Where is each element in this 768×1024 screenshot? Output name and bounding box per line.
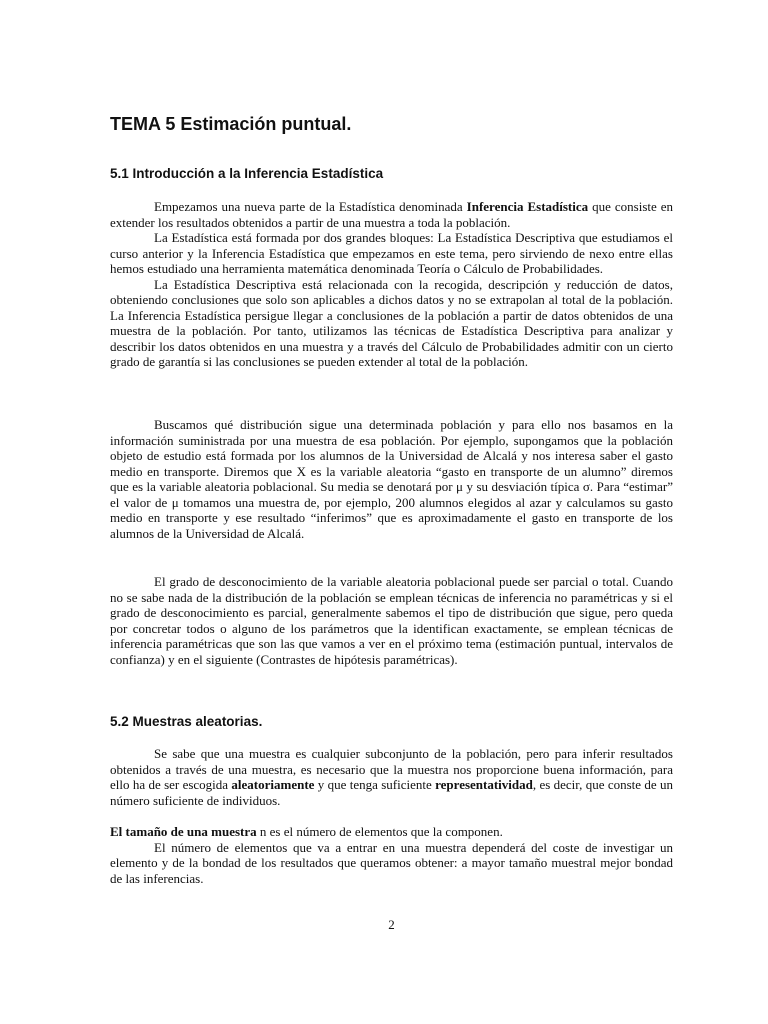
paragraph bbox=[110, 746, 673, 808]
paragraph-text: que consiste en extender los resultados obtenidos a partir de una muestra a toda la población. bbox=[110, 199, 674, 230]
paragraph: Buscamos qué distribución sigue una determinada población y para ello nos basamos en la información suministrada por una muestra de esa población. Por ejemplo, supongamos que la población objeto de estudio está formada por los alumnos de la Universidad de Alcalá y nos interesa saber el gasto medio en transporte. Diremos que X es la variable aleatoria “gasto en transporte de un alumno” diremos que es la variable aleatoria poblacional. Su media se denotará por μ y su desviación típica σ. Para “estimar” el valor de μ tomamos una muestra de, por ejemplo, 200 alumnos elegidos al azar y calculamos su gasto medio en transporte y ese resultado “inferimos” que es aproximadamente el gasto en transporte de los alumnos de la Universidad de Alcalá. bbox=[110, 417, 673, 541]
paragraph: La Estadística está formada por dos grandes bloques: La Estadística Descriptiva que estudiamos el curso anterior y la Inferencia Estadística que empezamos en este tema, pero sirviendo de nexo entre ellas hemos estudiado una herramienta matemática denominada Teoría o Cálculo de Probabilidades. bbox=[110, 230, 673, 276]
paragraph bbox=[110, 824, 673, 840]
paragraph: La Estadística Descriptiva está relacionada con la recogida, descripción y reducción de datos, obteniendo conclusiones que solo son aplicables a dichos datos y no se extrapolan al total de la población. La Inferencia Estadística persigue llegar a conclusiones de la población a partir de datos obtenidos de una muestra de la población. Por tanto, utilizamos las técnicas de Estadística Descriptiva para analizar y describir los datos obtenidos en una muestra y a través del Cálculo de Probabilidades admitir con un cierto grado de garantía si las conclusiones se pueden extender al total de la población. bbox=[110, 276, 673, 369]
section-2-paragraph-group-b bbox=[110, 824, 673, 886]
bold-term: aleatoriamente bbox=[231, 777, 315, 792]
section-heading-inferencia: 5.1 Introducción a la Inferencia Estadística bbox=[110, 166, 384, 181]
paragraph: El número de elementos que va a entrar en una muestra dependerá del coste de investigar un elemento y de la bondad de los resultados que queramos obtener: a mayor tamaño muestral mejor bondad de las inferencias. bbox=[110, 839, 673, 886]
section-1-paragraph-group-c bbox=[110, 574, 673, 667]
paragraph-text: Se sabe que una muestra es cualquier subconjunto de la población, pero para inferir resultados obtenidos a través de una muestra, es necesario que la muestra nos proporcione buena información, para ello ha de ser escogida bbox=[110, 746, 673, 792]
document-title: TEMA 5 Estimación puntual. bbox=[110, 114, 352, 134]
paragraph-text: , es decir, que conste de un número suficiente de individuos. bbox=[110, 777, 673, 808]
page-number: 2 bbox=[388, 917, 395, 932]
paragraph-text: y que tenga suficiente bbox=[314, 777, 436, 792]
bold-term: Inferencia Estadística bbox=[466, 199, 589, 214]
bold-term: El tamaño de una muestra bbox=[110, 824, 257, 839]
section-1-paragraph-group-a bbox=[110, 199, 673, 370]
section-heading-muestras: 5.2 Muestras aleatorias. bbox=[110, 714, 263, 729]
paragraph-text: Empezamos una nueva parte de la Estadística denominada bbox=[154, 199, 467, 214]
bold-term: representatividad bbox=[435, 777, 533, 792]
section-2-paragraph-group-a bbox=[110, 746, 673, 808]
paragraph: El grado de desconocimiento de la variable aleatoria poblacional puede ser parcial o total. Cuando no se sabe nada de la distribución de la población se emplean técnicas de inferencia no paramétricas y si el grado de desconocimiento es parcial, generalmente sabemos el tipo de distribución que sigue, pero queda por concretar todos o alguno de los parámetros que la identifican exactamente, se emplean técnicas de inferencia paramétricas que son las que vamos a ver en el próximo tema (estimación puntual, intervalos de confianza) y en el siguiente (Contrastes de hipótesis paramétricas). bbox=[110, 574, 673, 667]
paragraph bbox=[110, 199, 673, 230]
paragraph-text: n es el número de elementos que la componen. bbox=[256, 824, 503, 839]
section-1-paragraph-group-b bbox=[110, 417, 673, 541]
